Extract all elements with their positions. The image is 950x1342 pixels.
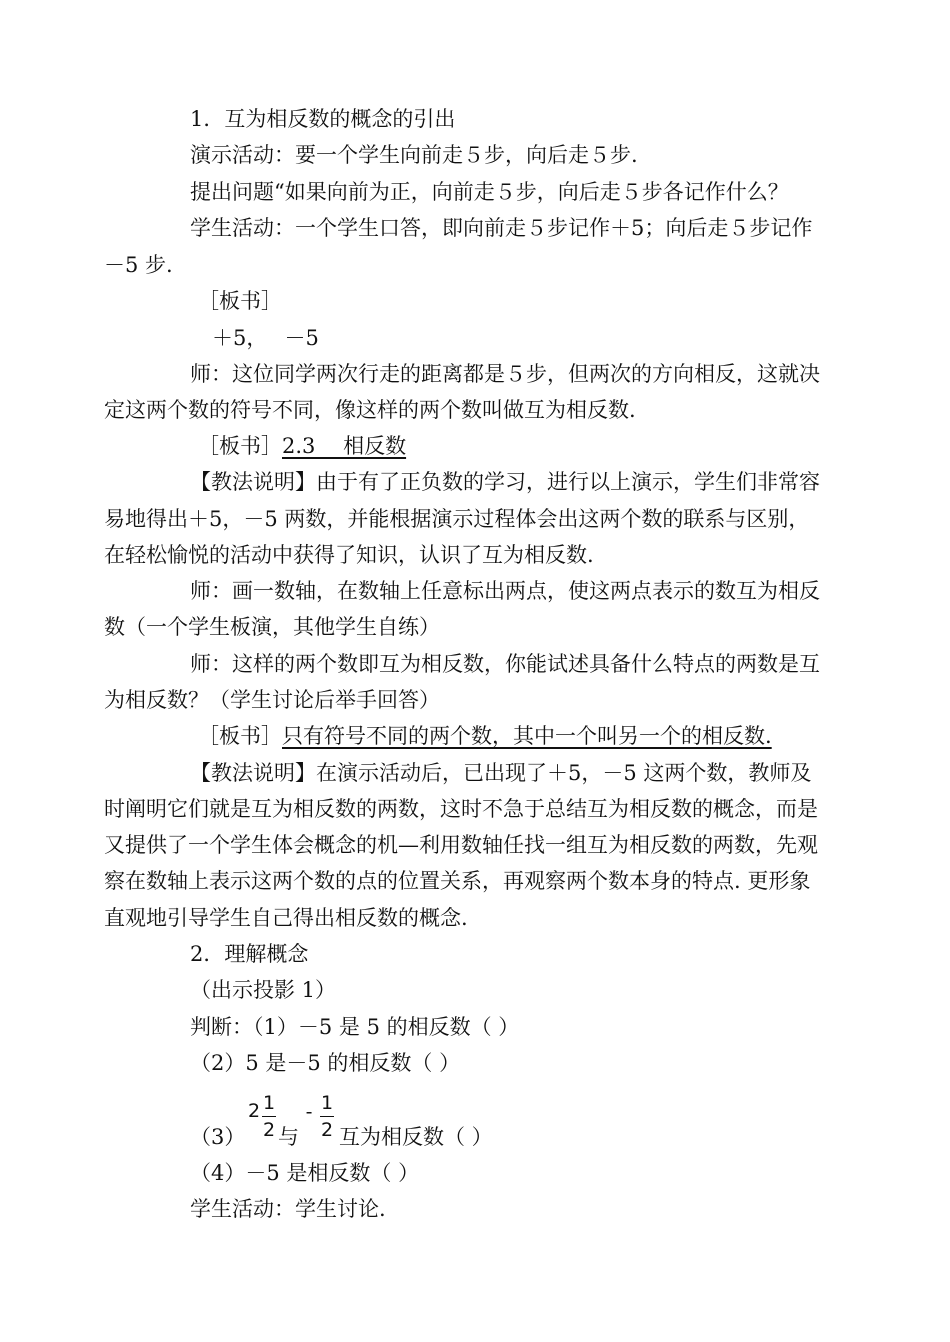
board-note-label-3: ［板书］ <box>198 724 282 748</box>
method-note-2b: 时阐明它们就是互为相反数的两数，这时不急于总结互为相反数的概念，而是 <box>104 797 818 821</box>
teacher-line-2a: 师：画一数轴，在数轴上任意标出两点，使这两点表示的数互为相反 <box>190 579 820 603</box>
board-note-definition: 只有符号不同的两个数，其中一个叫另一个的相反数. <box>282 724 772 748</box>
board-note-2 <box>198 431 406 461</box>
demo-activity-line: 演示活动：要一个学生向前走５步，向后走５步. <box>190 143 638 167</box>
fraction-2-denominator: 2 <box>320 1119 334 1141</box>
teacher-line-3a: 师：这样的两个数即互为相反数，你能试述具备什么特点的两数是互 <box>190 652 820 676</box>
student-discussion-line: 学生活动：学生讨论. <box>190 1197 386 1221</box>
method-note-2a: 【教法说明】在演示活动后，已出现了＋5，－5 这两个数，教师及 <box>190 761 812 785</box>
fraction-1-numerator: 1 <box>262 1092 276 1114</box>
question-1: 判断：（1）－5 是 5 的相反数（ ） <box>190 1015 520 1039</box>
method-note-1c: 在轻松愉悦的活动中获得了知识，认识了互为相反数. <box>104 543 594 567</box>
teacher-line-1b: 定这两个数的符号不同，像这样的两个数叫做互为相反数. <box>104 398 636 422</box>
teacher-line-1a: 师：这位同学两次行走的距离都是５步，但两次的方向相反，这就决 <box>190 362 820 386</box>
method-note-1b: 易地得出＋5，－5 两数，并能根据演示过程体会出这两个数的联系与区别， <box>104 507 810 531</box>
board-note-content-1: ＋5， －5 <box>212 326 319 350</box>
teacher-line-3b: 为相反数？（学生讨论后举手回答） <box>104 688 440 712</box>
teacher-line-2b: 数（一个学生板演，其他学生自练） <box>104 615 440 639</box>
fraction-1-bar <box>262 1116 276 1117</box>
question-3-with: 与 <box>278 1125 299 1149</box>
fraction-1-whole: 2 <box>247 1100 261 1122</box>
student-activity-line-2: －5 步. <box>104 253 173 277</box>
section1-heading: 1．互为相反数的概念的引出 <box>190 107 456 131</box>
section2-heading: 2．理解概念 <box>190 942 309 966</box>
question-4: （4）－5 是相反数（ ） <box>190 1161 420 1185</box>
fraction-2-numerator: 1 <box>320 1092 334 1114</box>
method-note-2c: 又提供了一个学生体会概念的机—利用数轴任找一组互为相反数的两数，先观 <box>104 833 818 857</box>
fraction-2-sign: - <box>305 1101 313 1123</box>
question-2: （2）5 是－5 的相反数（ ） <box>190 1051 461 1075</box>
fraction-2-bar <box>320 1116 334 1117</box>
question-3-suffix: 互为相反数（ ） <box>339 1125 493 1149</box>
method-note-1a: 【教法说明】由于有了正负数的学习，进行以上演示，学生们非常容 <box>190 470 820 494</box>
question-3-prefix: （3） <box>190 1125 246 1149</box>
board-note-3 <box>198 721 772 751</box>
method-note-2e: 直观地引导学生自己得出相反数的概念. <box>104 906 468 930</box>
method-note-2d: 察在数轴上表示这两个数的点的位置关系，再观察两个数本身的特点. 更形象 <box>104 869 811 893</box>
student-activity-line-1: 学生活动：一个学生口答，即向前走５步记作＋5；向后走５步记作 <box>190 216 813 240</box>
board-note-label-2: ［板书］ <box>198 434 282 458</box>
question-line: 提出问题“如果向前为正，向前走５步，向后走５步各记作什么？ <box>190 180 789 204</box>
fraction-1-denominator: 2 <box>262 1119 276 1141</box>
projection-note: （出示投影 1） <box>190 978 337 1002</box>
board-note-title: 2.3 相反数 <box>282 434 407 458</box>
board-note-label-1: ［板书］ <box>198 289 282 313</box>
